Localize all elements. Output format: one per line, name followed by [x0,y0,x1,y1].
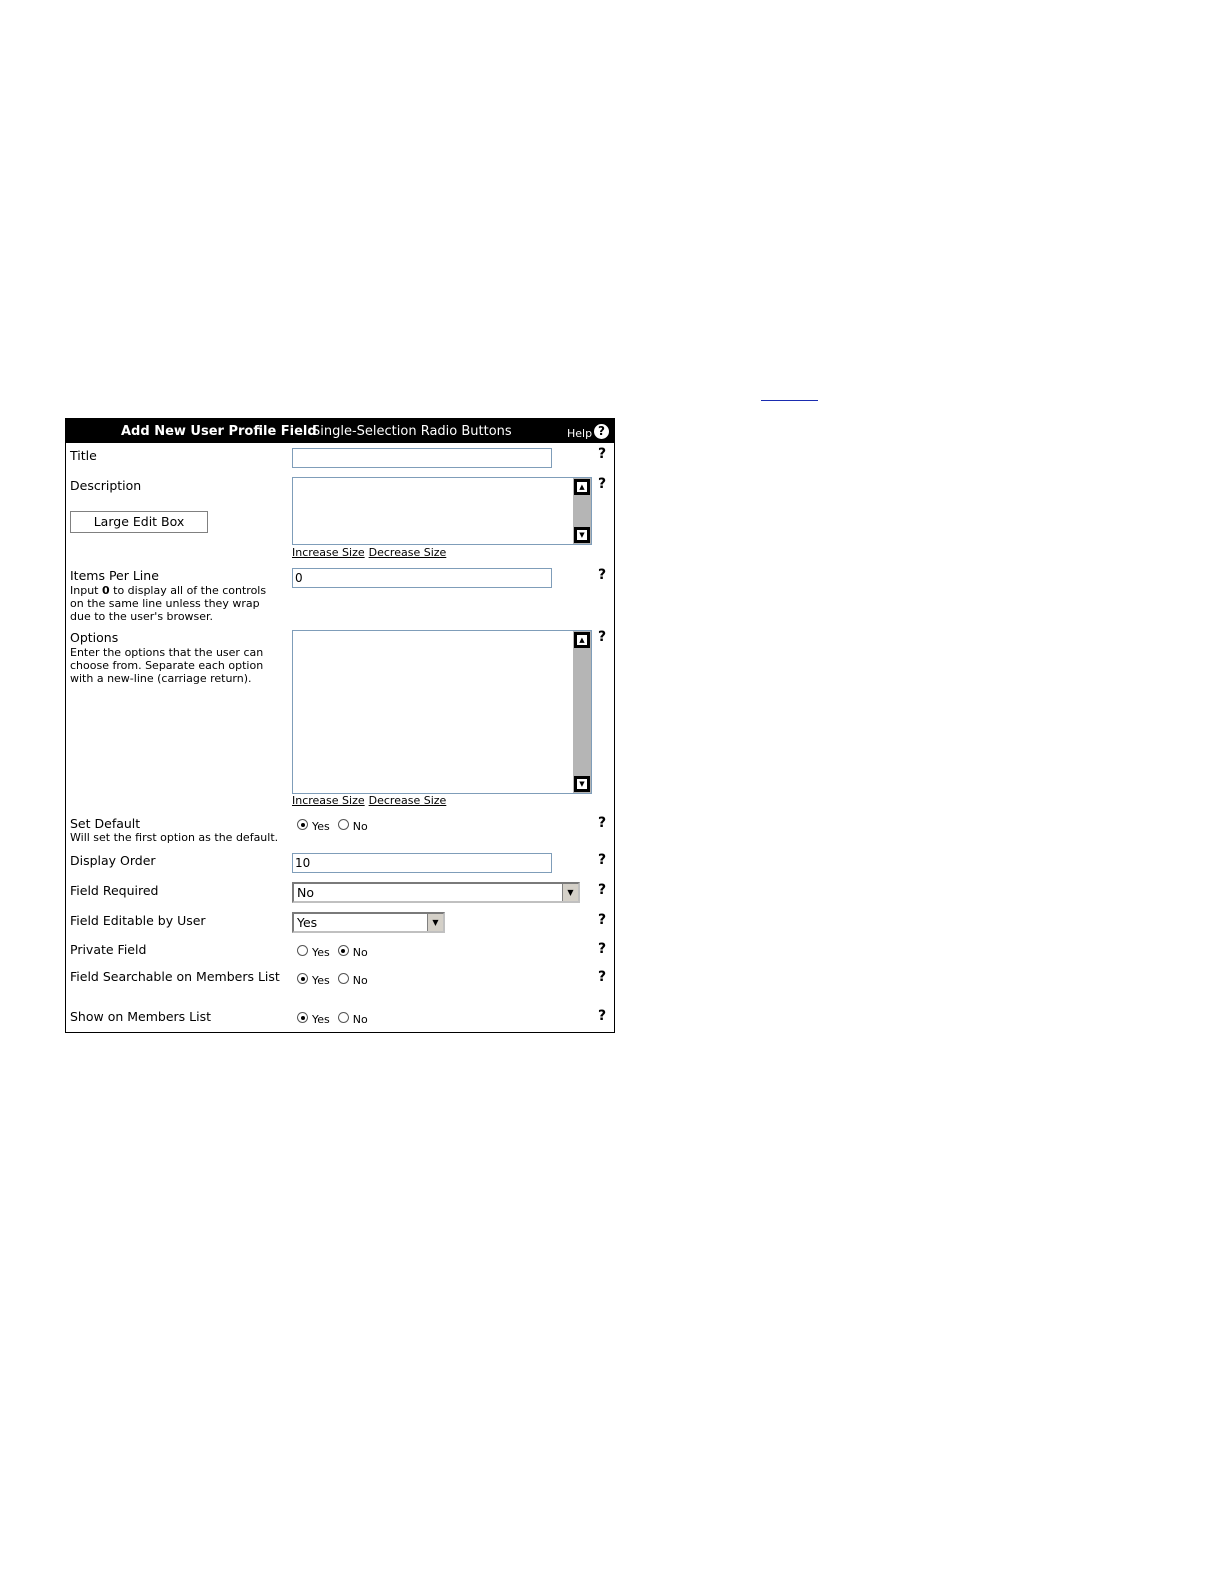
items-per-line-hint-bold: 0 [101,584,110,597]
scroll-down-icon[interactable]: ▼ [574,527,590,543]
description-increase-size-link[interactable]: Increase Size [292,546,365,559]
chevron-down-icon[interactable]: ▼ [562,884,578,901]
private-field-no-radio[interactable] [338,945,349,956]
title-help-icon[interactable]: ? [598,446,607,462]
display-order-label: Display Order [70,853,156,868]
items-per-line-input[interactable] [292,568,552,588]
options-textarea[interactable] [292,630,592,794]
field-searchable-yes-label: Yes [312,974,330,987]
set-default-hint: Will set the first option as the default. [70,831,279,844]
field-searchable-radio-group [297,974,376,987]
items-per-line-hint-pre: Input [70,584,102,597]
set-default-radio-group [297,820,376,833]
description-decrease-size-link[interactable]: Decrease Size [368,546,447,559]
display-order-input[interactable] [292,853,552,873]
field-editable-label: Field Editable by User [70,913,206,928]
private-field-no-label: No [352,946,368,959]
field-editable-help-icon[interactable]: ? [598,912,607,928]
field-searchable-label: Field Searchable on Members List [70,969,280,984]
description-textarea[interactable] [292,477,592,545]
set-default-no-label: No [352,820,368,833]
profile-field-form [65,418,615,1033]
field-required-help-icon[interactable]: ? [598,882,607,898]
show-on-members-radio-group [297,1013,376,1026]
description-help-icon[interactable]: ? [598,476,607,492]
show-on-members-no-radio[interactable] [338,1012,349,1023]
options-increase-size-link[interactable]: Increase Size [292,794,365,807]
field-editable-value: Yes [297,915,318,930]
options-size-links [292,794,450,807]
help-link[interactable]: Help [567,427,593,440]
form-subtitle: Single-Selection Radio Buttons [312,424,512,439]
scroll-up-icon[interactable]: ▲ [574,632,590,648]
set-default-no-radio[interactable] [338,819,349,830]
scroll-down-icon[interactable]: ▼ [574,776,590,792]
display-order-help-icon[interactable]: ? [598,852,607,868]
options-hint: Enter the options that the user can choose from. Separate each option with a new-line (carriage return). [70,646,264,685]
show-on-members-yes-label: Yes [312,1013,330,1026]
options-help-icon[interactable]: ? [598,629,607,645]
items-per-line-hint [70,584,282,623]
set-default-label: Set Default [70,816,141,831]
field-searchable-no-radio[interactable] [338,973,349,984]
private-field-label: Private Field [70,942,147,957]
options-scrollbar[interactable] [573,631,591,793]
title-input[interactable] [292,448,552,468]
show-on-members-yes-radio[interactable] [297,1012,308,1023]
options-label: Options [70,630,119,645]
field-searchable-no-label: No [352,974,368,987]
description-scrollbar[interactable] [573,478,591,544]
show-on-members-label: Show on Members List [70,1009,211,1024]
large-edit-box-button[interactable]: Large Edit Box [70,511,208,533]
private-field-yes-radio[interactable] [297,945,308,956]
show-on-members-help-icon[interactable]: ? [598,1008,607,1024]
help-icon[interactable]: ? [594,424,609,439]
description-size-links [292,546,450,559]
set-default-yes-radio[interactable] [297,819,308,830]
options-decrease-size-link[interactable]: Decrease Size [368,794,447,807]
items-per-line-label: Items Per Line [70,568,159,583]
field-required-label: Field Required [70,883,159,898]
field-editable-select[interactable] [292,912,445,933]
form-header [66,419,614,443]
field-searchable-help-icon[interactable]: ? [598,969,607,985]
items-per-line-hint-post: to display all of the controls on the same line unless they wrap due to the user's browser. [70,584,267,623]
top-link[interactable] [761,388,818,401]
form-title: Add New User Profile Field [121,424,317,439]
private-field-yes-label: Yes [312,946,330,959]
private-field-radio-group [297,946,376,959]
chevron-down-icon[interactable]: ▼ [427,914,443,931]
field-searchable-yes-radio[interactable] [297,973,308,984]
items-per-line-help-icon[interactable]: ? [598,567,607,583]
show-on-members-no-label: No [352,1013,368,1026]
set-default-help-icon[interactable]: ? [598,815,607,831]
description-label: Description [70,478,142,493]
set-default-yes-label: Yes [312,820,330,833]
field-required-select[interactable] [292,882,580,903]
scroll-up-icon[interactable]: ▲ [574,479,590,495]
private-field-help-icon[interactable]: ? [598,941,607,957]
field-required-value: No [297,885,314,900]
title-label: Title [70,448,97,463]
